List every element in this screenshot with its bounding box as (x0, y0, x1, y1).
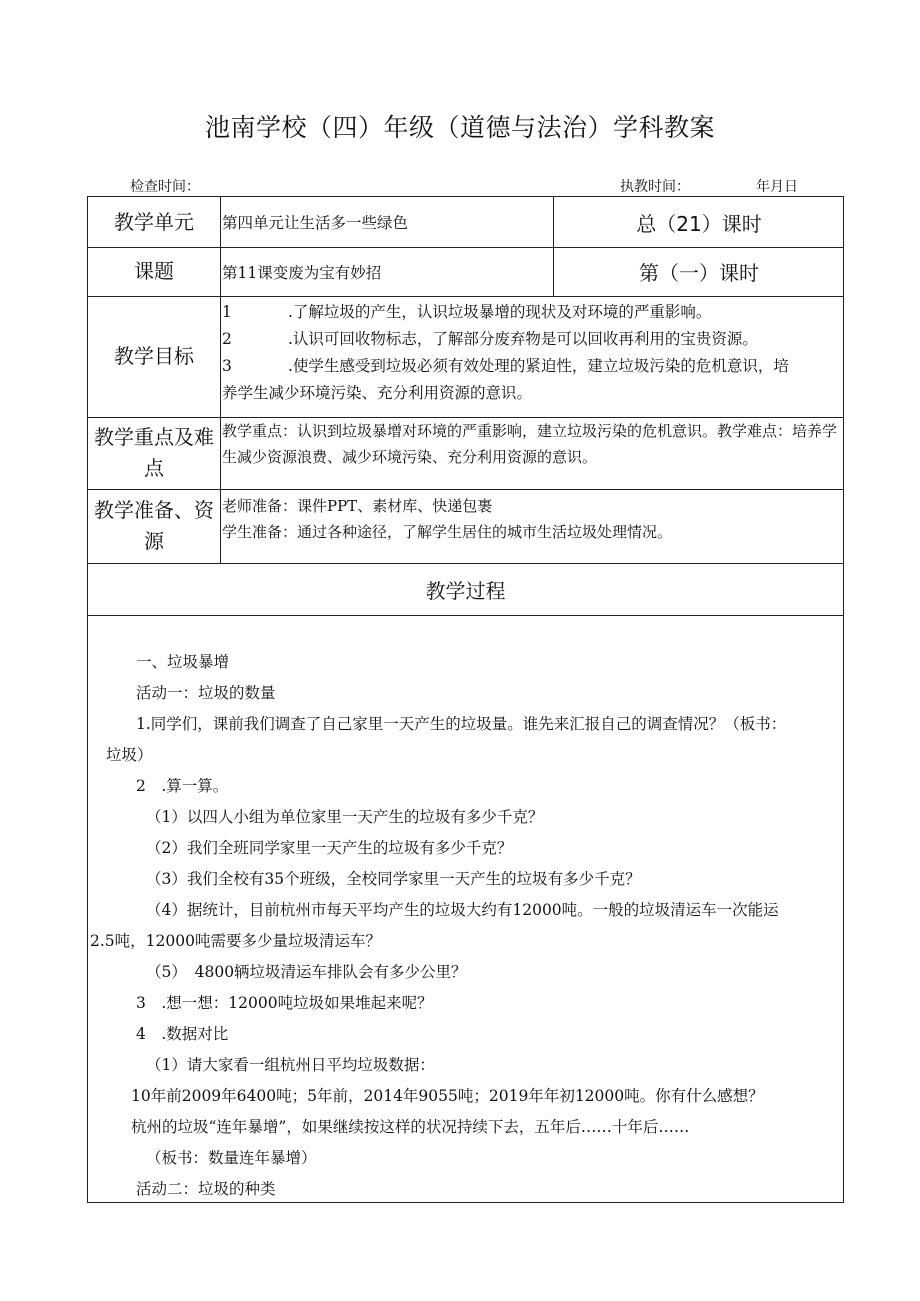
question-item: （2）我们全班同学家里一天产生的垃圾有多少千克？ (146, 839, 513, 857)
goal-item (222, 299, 840, 326)
goal-text: .认识可回收物标志，了解部分废弃物是可以回收再利用的宝贵资源。 (288, 330, 758, 348)
goal-number: 3 (222, 357, 232, 375)
teacher-preparation: 老师准备：课件PPT、素材库、快递包裹 (222, 497, 493, 515)
goal-item (222, 353, 840, 380)
question-item: （1）请大家看一组杭州日平均垃圾数据： (146, 1056, 435, 1074)
question-item: （1）以四人小组为单位家里一天产生的垃圾有多少千克？ (146, 808, 544, 826)
topic-label: 课题 (134, 259, 174, 283)
unit-value: 第四单元让生活多一些绿色 (222, 214, 409, 232)
key-points-label: 教学重点及难点 (94, 425, 214, 480)
activity-heading: 活动二：垃圾的种类 (136, 1180, 276, 1198)
goal-text: .了解垃圾的产生，认识垃圾暴增的现状及对环境的严重影响。 (288, 303, 712, 321)
question-item: （4）据统计，目前杭州市每天平均产生的垃圾大约有12000吨。一般的垃圾清运车一次能运 (146, 901, 779, 919)
goals-label: 教学目标 (114, 344, 194, 368)
process-paragraph: 2 .算一算。 (136, 777, 229, 795)
check-time-label: 检查时间： (130, 179, 200, 195)
process-paragraph: 垃圾） (106, 746, 153, 764)
goal-continuation: 养学生减少环境污染、充分利用资源的意识。 (222, 384, 533, 402)
exec-time-label: 执教时间： (620, 179, 690, 195)
process-paragraph: 3 .想一想：12000吨垃圾如果堆起来呢？ (136, 994, 433, 1012)
student-preparation: 学生准备：通过各种途径，了解学生居住的城市生活垃圾处理情况。 (222, 523, 673, 541)
preparation-label: 教学准备、资源 (94, 498, 214, 553)
goal-text: .使学生感受到垃圾必须有效处理的紧迫性，建立垃圾污染的危机意识，培 (288, 357, 789, 375)
section-heading: 一、垃圾暴增 (136, 653, 230, 671)
goal-number: 2 (222, 330, 232, 348)
process-paragraph: 1.同学们，课前我们调查了自己家里一天产生的垃圾量。谁先来汇报自己的调查情况？（板书： (136, 715, 787, 733)
column-divider (220, 197, 221, 563)
question-continuation: 2.5吨，12000吨需要多少量垃圾清运车？ (90, 932, 381, 950)
date-label: 年月日 (756, 179, 798, 195)
process-heading: 教学过程 (425, 578, 506, 603)
goal-number: 1 (222, 303, 232, 321)
topic-value: 第11课变废为宝有妙招 (222, 264, 382, 282)
process-body (88, 615, 843, 1205)
goal-item (222, 326, 840, 353)
data-statement: 杭州的垃圾“连年暴增”，如果继续按这样的状况持续下去，五年后……十年后…… (131, 1118, 690, 1136)
preparation-content (222, 493, 840, 545)
key-points-text: 教学重点：认识到垃圾暴增对环境的严重影响，建立垃圾污染的危机意识。教学难点：培养学生减少资源浪费、减少环境污染、充分利用资源的意识。 (222, 422, 838, 466)
question-item: （5） 4800辆垃圾清运车排队会有多少公里？ (146, 963, 467, 981)
total-hours: 总（21）课时 (636, 211, 762, 236)
lesson-plan-table (87, 196, 844, 1203)
board-note: （板书：数量连年暴增） (146, 1149, 317, 1167)
goals-content (222, 299, 840, 407)
data-statement: 10年前2009年6400吨；5年前，2014年9055吨；2019年年初12000吨。你有什么感想？ (131, 1087, 764, 1105)
process-paragraph: 4 .数据对比 (136, 1025, 229, 1043)
page-title: 池南学校（四）年级（道德与法治）学科教案 (204, 113, 715, 142)
unit-label: 教学单元 (114, 209, 194, 234)
activity-heading: 活动一：垃圾的数量 (136, 684, 276, 702)
lesson-hours: 第（一）课时 (639, 261, 759, 285)
question-item: （3）我们全校有35个班级，全校同学家里一天产生的垃圾有多少千克？ (146, 870, 641, 888)
